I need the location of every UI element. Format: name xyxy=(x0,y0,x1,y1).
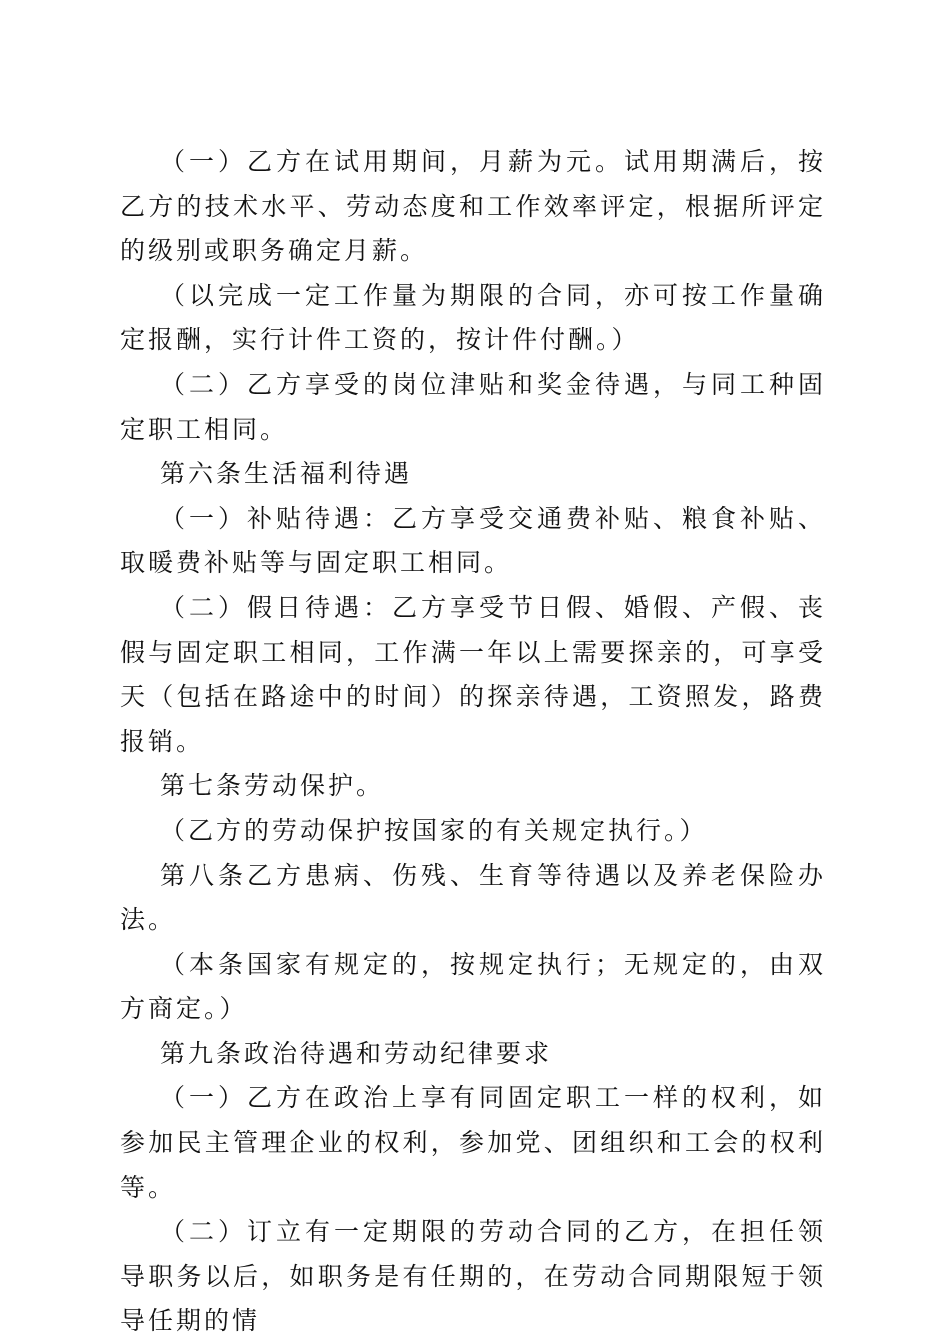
paragraph-holiday: （二）假日待遇：乙方享受节日假、婚假、产假、丧假与固定职工相同，工作满一年以上需要探亲的，可享受天（包括在路途中的时间）的探亲待遇，工资照发，路费报销。 xyxy=(120,592,826,756)
paragraph-subsidy: （一）补贴待遇：乙方享受交通费补贴、粮食补贴、取暖费补贴等与固定职工相同。 xyxy=(120,503,826,578)
paragraph-labor-protection-note: （乙方的劳动保护按国家的有关规定执行。） xyxy=(160,815,708,845)
heading-article-6: 第六条生活福利待遇 xyxy=(160,459,413,489)
paragraph-article-8-note: （本条国家有规定的，按规定执行；无规定的，由双方商定。） xyxy=(120,949,826,1024)
paragraph-piecework-note: （以完成一定工作量为期限的合同，亦可按工作量确定报酬，实行计件工资的，按计件付酬。） xyxy=(120,280,826,355)
heading-article-8: 第八条乙方患病、伤残、生育等待遇以及养老保险办法。 xyxy=(120,860,826,935)
heading-article-7: 第七条劳动保护。 xyxy=(160,771,385,801)
paragraph-allowance-bonus: （二）乙方享受的岗位津贴和奖金待遇，与同工种固定职工相同。 xyxy=(120,369,826,444)
paragraph-trial-salary: （一）乙方在试用期间，月薪为元。试用期满后，按乙方的技术水平、劳动态度和工作效率评定，根据所评定的级别或职务确定月薪。 xyxy=(120,147,826,266)
paragraph-political-rights: （一）乙方在政治上享有同固定职工一样的权利，如参加民主管理企业的权利，参加党、团组织和工会的权利等。 xyxy=(120,1083,826,1202)
document-body xyxy=(120,140,826,1344)
heading-article-9: 第九条政治待遇和劳动纪律要求 xyxy=(160,1038,553,1068)
paragraph-leadership-term: （二）订立有一定期限的劳动合同的乙方，在担任领导职务以后，如职务是有任期的，在劳动合同期限短于领导任期的情 xyxy=(120,1217,826,1336)
